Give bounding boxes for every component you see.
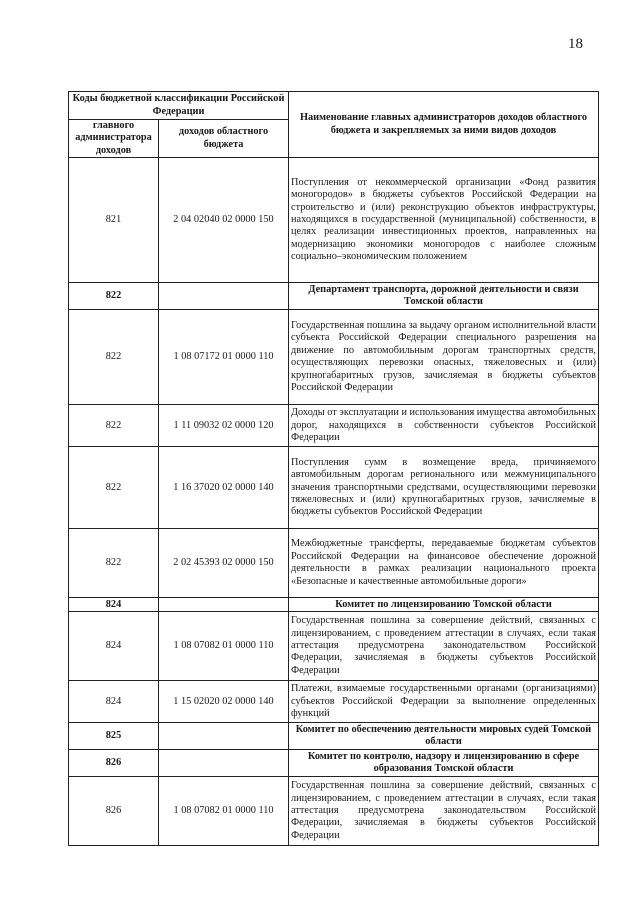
administrator-name: Департамент транспорта, дорожной деятельности и связи Томской области <box>289 283 599 310</box>
admin-code: 826 <box>69 750 159 777</box>
income-code <box>159 598 289 612</box>
admin-code: 822 <box>69 310 159 405</box>
admin-code: 826 <box>69 777 159 846</box>
income-description: Поступления от некоммерческой организации «Фонд развития моногородов» в бюджеты субъектов Российской Федерации на строительство и (или) реконструкцию объектов инфраструктуры, находящихся в государственной (муниципальной) собственности, в целях реализации инвестиционных проектов, направленных на модернизацию экономики моногородов с наиболее сложным социально–экономическим положением <box>289 158 599 283</box>
income-code: 1 08 07082 01 0000 110 <box>159 612 289 681</box>
table-row <box>69 612 599 681</box>
administrator-row <box>69 723 599 750</box>
table-row <box>69 681 599 723</box>
admin-code: 821 <box>69 158 159 283</box>
income-description: Государственная пошлина за совершение действий, связанных с лицензированием, с проведением аттестации в случаях, если такая аттестация предусмотрена законодательством Российской Федерации, зачисляемая в бюджеты субъектов Российской Федерации <box>289 777 599 846</box>
income-description: Государственная пошлина за совершение действий, связанных с лицензированием, с проведением аттестации в случаях, если такая аттестация предусмотрена законодательством Российской Федерации, зачисляемая в бюджеты субъектов Российской Федерации <box>289 612 599 681</box>
admin-code: 822 <box>69 405 159 447</box>
table-row <box>69 447 599 529</box>
name-header: Наименование главных администраторов доходов областного бюджета и закрепляемых за ними видов доходов <box>289 92 599 158</box>
admin-code: 822 <box>69 529 159 598</box>
budget-classification-table <box>68 91 599 846</box>
administrator-row <box>69 283 599 310</box>
admin-code: 825 <box>69 723 159 750</box>
admin-code-header: главного администратора доходов <box>69 120 159 158</box>
administrator-row <box>69 598 599 612</box>
income-code: 2 02 45393 02 0000 150 <box>159 529 289 598</box>
admin-code: 822 <box>69 447 159 529</box>
income-description: Поступления сумм в возмещение вреда, причиняемого автомобильным дорогам регионального или межмуниципального значения транспортными средствами, осуществляющими перевозки тяжеловесных и (или) крупногабаритных грузов, зачисляемые в бюджеты субъектов Российской Федерации <box>289 447 599 529</box>
income-code: 1 15 02020 02 0000 140 <box>159 681 289 723</box>
table-row <box>69 310 599 405</box>
income-description: Платежи, взимаемые государственными органами (организациями) субъектов Российской Федерации за выполнение определенных функций <box>289 681 599 723</box>
codes-header: Коды бюджетной классификации Российской Федерации <box>69 92 289 120</box>
income-code <box>159 750 289 777</box>
administrator-row <box>69 750 599 777</box>
administrator-name: Комитет по обеспечению деятельности мировых судей Томской области <box>289 723 599 750</box>
administrator-name: Комитет по лицензированию Томской области <box>289 598 599 612</box>
income-description: Межбюджетные трансферты, передаваемые бюджетам субъектов Российской Федерации на финансовое обеспечение дорожной деятельности в рамках реализации национального проекта «Безопасные и качественные автомобильные дороги» <box>289 529 599 598</box>
table-row <box>69 529 599 598</box>
admin-code: 822 <box>69 283 159 310</box>
income-code <box>159 723 289 750</box>
income-code: 1 16 37020 02 0000 140 <box>159 447 289 529</box>
income-code-header: доходов областного бюджета <box>159 120 289 158</box>
table-row <box>69 777 599 846</box>
income-code <box>159 283 289 310</box>
income-description: Доходы от эксплуатации и использования имущества автомобильных дорог, находящихся в собственности субъектов Российской Федерации <box>289 405 599 447</box>
table-row <box>69 405 599 447</box>
admin-code: 824 <box>69 598 159 612</box>
admin-code: 824 <box>69 612 159 681</box>
table-row <box>69 158 599 283</box>
page-number: 18 <box>568 36 583 52</box>
table-header <box>69 92 599 158</box>
income-code: 1 11 09032 02 0000 120 <box>159 405 289 447</box>
administrator-name: Комитет по контролю, надзору и лицензированию в сфере образования Томской области <box>289 750 599 777</box>
income-code: 1 08 07082 01 0000 110 <box>159 777 289 846</box>
income-description: Государственная пошлина за выдачу органом исполнительной власти субъекта Российской Федерации специального разрешения на движение по автомобильным дорогам транспортных средств, осуществляющих перевозки опасных, тяжеловесных и (или) крупногабаритных грузов, зачисляемая в бюджеты субъектов Российской Федерации <box>289 310 599 405</box>
admin-code: 824 <box>69 681 159 723</box>
income-code: 1 08 07172 01 0000 110 <box>159 310 289 405</box>
income-code: 2 04 02040 02 0000 150 <box>159 158 289 283</box>
